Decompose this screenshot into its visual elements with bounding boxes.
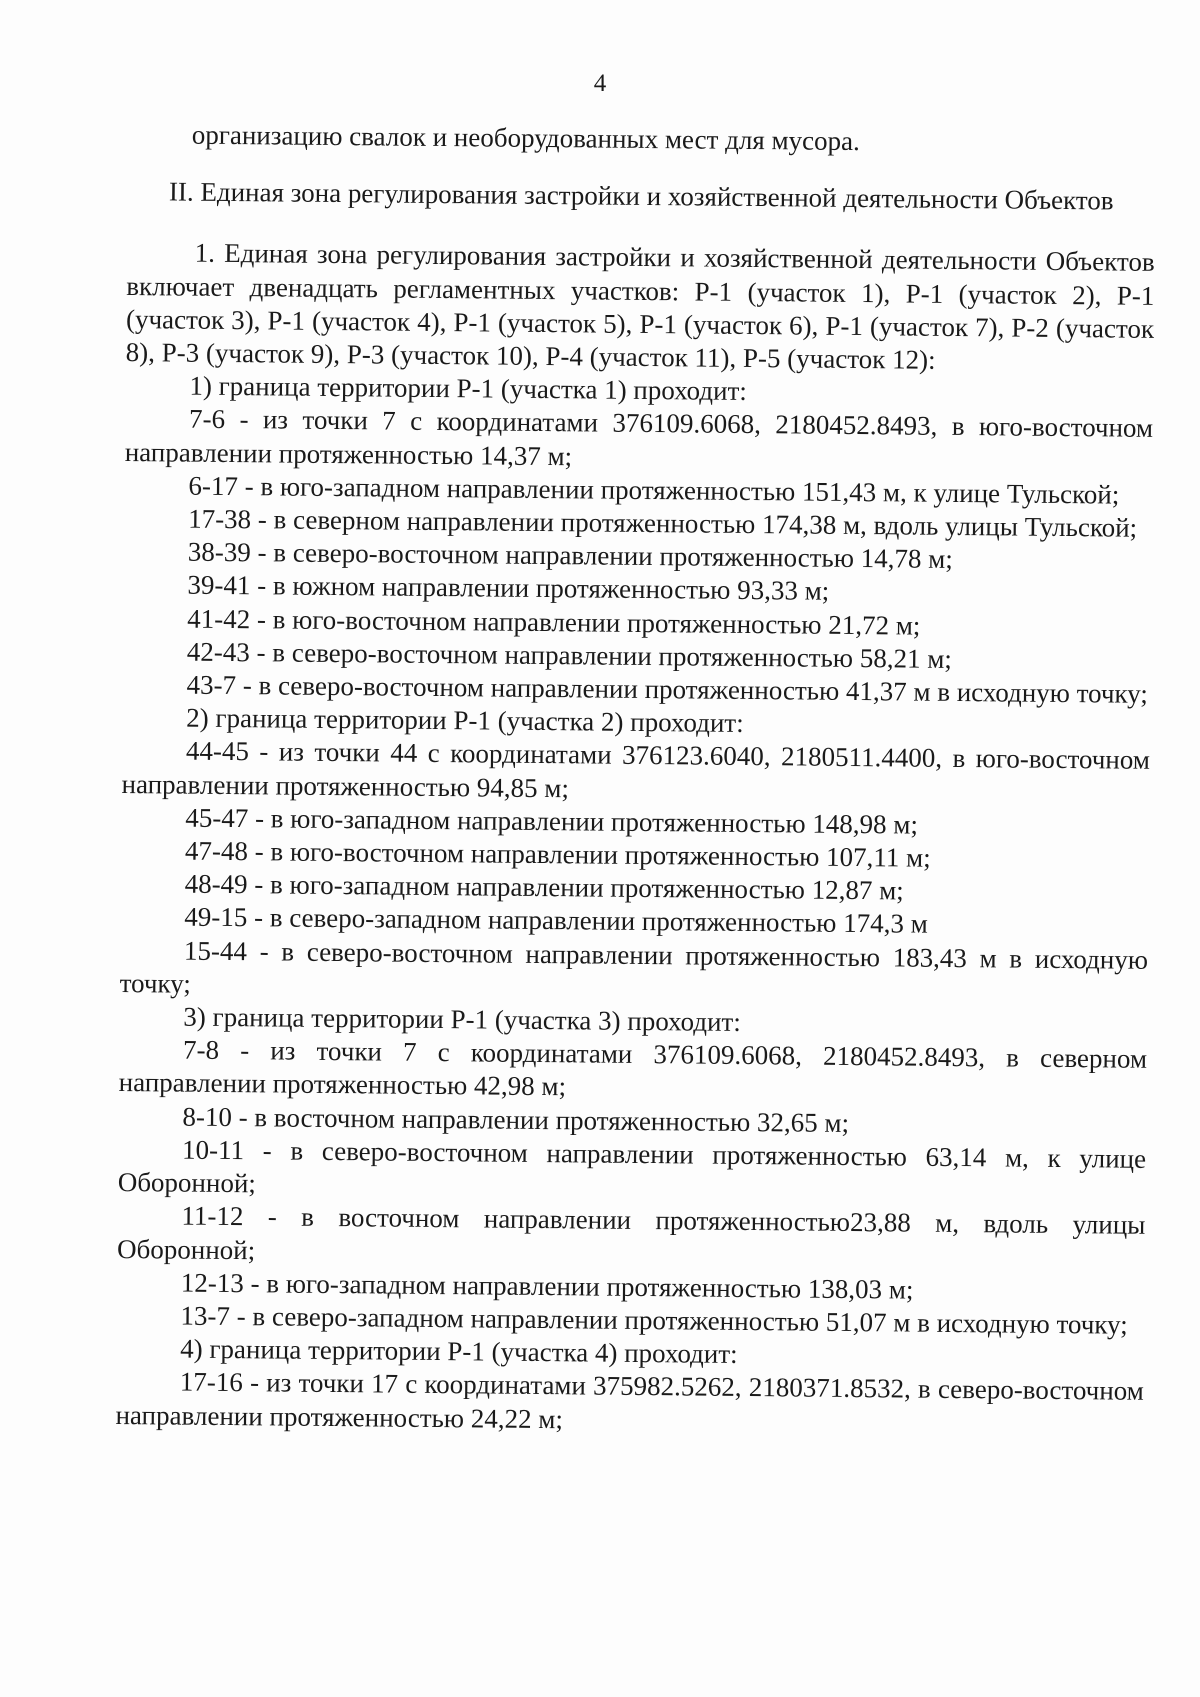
- paragraph: 43-7 - в северо-восточном направлении протяженностью 41,37 м в исходную точку;: [186, 669, 1149, 709]
- section-heading: II. Единая зона регулирования застройки и хозяйственной деятельности Объектов: [168, 176, 1114, 216]
- paragraph: 15-44 - в северо-восточном направлении протяженностью 183,43 м в исходную точку;: [119, 935, 1149, 999]
- paragraph: 45-47 - в юго-западном направлении протяженностью 148,98 м;: [185, 802, 919, 840]
- continuation-text: организацию свалок и необорудованных мест для мусора.: [191, 119, 861, 157]
- paragraph: 41-42 - в юго-восточном направлении протяженностью 21,72 м;: [187, 603, 921, 641]
- paragraph: 48-49 - в юго-западном направлении протяженностью 12,87 м;: [184, 868, 904, 906]
- paragraph: 2) граница территории Р-1 (участка 2) проходит:: [186, 702, 744, 739]
- paragraph: 6-17 - в юго-западном направлении протяженностью 151,43 м, к улице Тульской;: [188, 470, 1120, 510]
- paragraph: 42-43 - в северо-восточном направлении протяженностью 58,21 м;: [186, 636, 953, 674]
- paragraph: 10-11 - в северо-восточном направлении протяженностью 63,14 м, к улице Оборонной;: [117, 1134, 1147, 1199]
- paragraph: 7-8 - из точки 7 с координатами 376109.6068, 2180452.8493, в северном направлении протяженностью 42,98 м;: [118, 1034, 1148, 1102]
- paragraph: 38-39 - в северо-восточном направлении протяженностью 14,78 м;: [187, 536, 953, 575]
- document-body: [115, 118, 1156, 1442]
- page-number: 4: [593, 70, 607, 97]
- paragraph: 1. Единая зона регулирования застройки и хозяйственной деятельности Объектов включает двенадцать регламентных участков: Р-1 (участок 1), Р-1 (участок 2), Р-1 (участок 3), Р-1 (участок 4), Р-1 (участок 5), Р-1 (участок 6), Р-1 (участок 7), Р-2 (участок 8), Р-3 (участок 9), Р-3 (участок 10), Р-4 (участок 11), Р-5 (участок 12):: [125, 238, 1155, 375]
- paragraph: 47-48 - в юго-восточном направлении протяженностью 107,11 м;: [184, 835, 931, 873]
- paragraph: 1) граница территории Р-1 (участка 1) проходит:: [189, 370, 748, 407]
- paragraph: 39-41 - в южном направлении протяженностью 93,33 м;: [187, 570, 830, 607]
- paragraph: 13-7 - в северо-западном направлении протяженностью 51,07 м в исходную точку;: [180, 1300, 1128, 1340]
- paragraph: 11-12 - в восточном направлении протяженностью23,88 м, вдоль улицы Оборонной;: [117, 1200, 1146, 1265]
- paragraph: 7-6 - из точки 7 с координатами 376109.6068, 2180452.8493, в юго-восточном направлении протяженностью 14,37 м;: [124, 404, 1154, 471]
- paragraph: 49-15 - в северо-западном направлении протяженностью 174,3 м: [184, 902, 928, 940]
- paragraph: 44-45 - из точки 44 с координатами 376123.6040, 2180511.4400, в юго-восточном направлении протяженностью 94,85 м;: [121, 736, 1151, 803]
- paragraph: 3) граница территории Р-1 (участка 3) проходит:: [183, 1001, 741, 1038]
- paragraph: 17-38 - в северном направлении протяженностью 174,38 м, вдоль улицы Тульской;: [188, 503, 1138, 543]
- paragraph: 17-16 - из точки 17 с координатами 375982.5262, 2180371.8532, в северо-восточном направлении протяженностью 24,22 м;: [115, 1366, 1144, 1434]
- paragraph: 8-10 - в восточном направлении протяженностью 32,65 м;: [182, 1101, 850, 1138]
- paragraph: 4) граница территории Р-1 (участка 4) проходит:: [180, 1333, 738, 1370]
- paragraph: 12-13 - в юго-западном направлении протяженностью 138,03 м;: [180, 1267, 914, 1305]
